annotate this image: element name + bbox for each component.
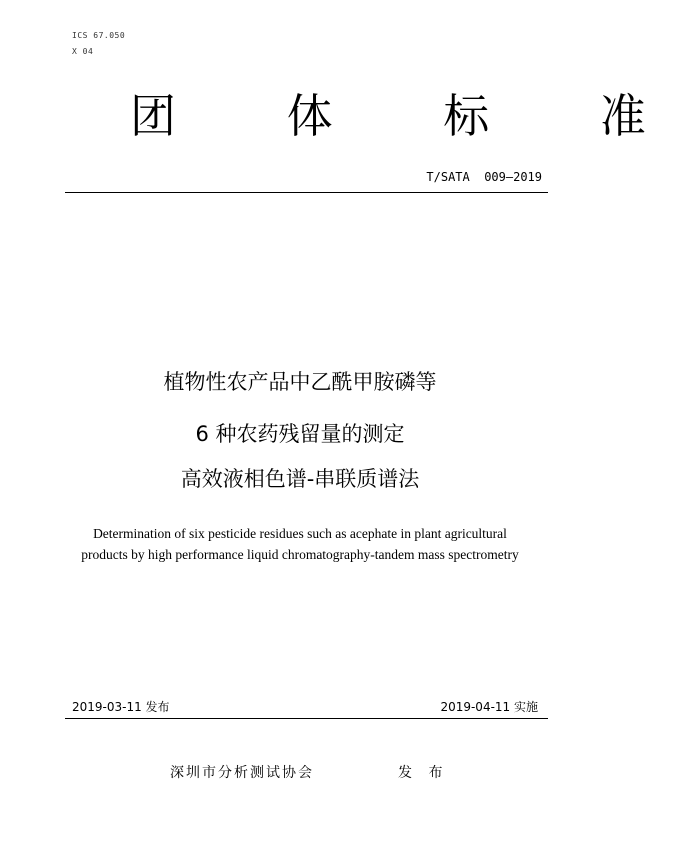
publish-label: 发 布 [398,765,449,781]
implementation-date: 2019-04-11 实施 [440,700,538,714]
bottom-divider [65,718,548,719]
title-en [60,523,540,565]
title-cn-line-1: 植物性农产品中乙酰甲胺磷等 [163,370,437,394]
ics-code: ICS 67.050 [72,31,126,40]
title-en-line-1: Determination of six pesticide residues such as acephate in plant agricultural [93,526,507,541]
top-divider [65,192,548,193]
standard-number: T/SATA 009—2019 [426,170,542,184]
title-cn-line-3: 高效液相色谱-串联质谱法 [180,467,420,491]
issue-date: 2019-03-11 发布 [72,700,170,714]
standard-type-heading: 团 体 标 准 [130,89,694,143]
title-cn-line-2: 6 种农药残留量的测定 [195,422,405,446]
classification-code: X 04 [72,47,94,56]
title-en-line-2: products by high performance liquid chromatography-tandem mass spectrometry [81,547,519,562]
publisher-name: 深圳市分析测试协会 [170,765,314,781]
